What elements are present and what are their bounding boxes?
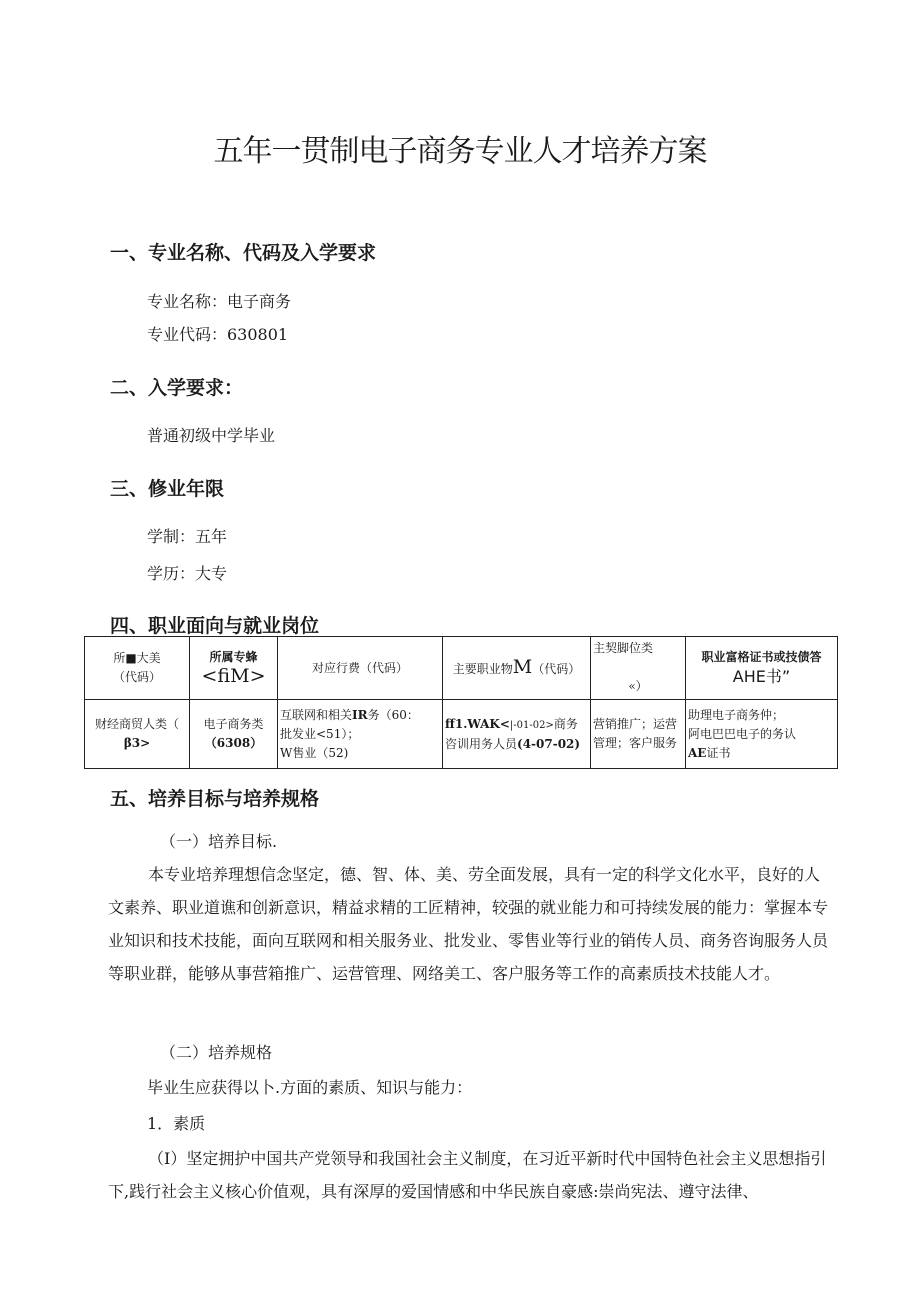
cell-industry: 互联网和相关IR务（60： 批发业<51）； W售业（52) <box>278 700 443 769</box>
subsection-spec: （二）培养规格 <box>160 1043 273 1062</box>
major-code: 专业代码：630801 <box>147 325 289 344</box>
item-quality: 1．素质 <box>147 1114 206 1133</box>
header-major-class: 所属专蜂 <fiM> <box>190 637 278 700</box>
section-5-heading: 五、培养目标与培养规格 <box>110 788 320 810</box>
degree: 学历：大专 <box>147 564 228 583</box>
header-position: 主契脚位类 «） <box>591 637 686 700</box>
section-1-heading: 一、专业名称、代码及入学要求 <box>110 242 377 264</box>
document-title: 五年一贯制电子商务专业人才培养方案 <box>213 134 707 169</box>
major-name: 专业名称：电子商务 <box>147 292 292 311</box>
study-length: 学制：五年 <box>147 527 228 546</box>
cell-major-class: 电子商务类 （6308） <box>190 700 278 769</box>
subsection-goal: （一）培养目标. <box>160 832 278 851</box>
quality-paragraph: （I）坚定拥护中国共产党领导和我国社会主义制度，在习近平新时代中国特色社会主义思想指引下,践行社会主义核心价值观，具有深厚的爱国情感和中华民族自豪感:崇尚宪法、遵守法律、 <box>108 1149 827 1201</box>
section-2-heading: 二、入学要求： <box>110 377 244 399</box>
section-3-heading: 三、修业年限 <box>110 478 225 500</box>
header-category: 所■大美 （代码） <box>85 637 190 700</box>
section-4-heading: 四、职业面向与就业岗位 <box>110 615 320 637</box>
career-table <box>84 636 838 769</box>
header-occupation: 主要职业物M（代码） <box>443 637 591 700</box>
header-industry: 对应行费（代码） <box>278 637 443 700</box>
cell-position: 营销推广；运营 管理；客户服务 <box>591 700 686 769</box>
goal-paragraph: 本专业培养理想信念坚定，德、智、体、美、劳全面发展，具有一定的科学文化水平，良好的人文素养、职业道谯和创新意识，精益求精的工匠精神，较强的就业能力和可持续发展的能力：掌握本专业知识和技术技能，面向互联网和相关服务业、批发业、零售业等行业的销传人员、商务咨询服务人员等职业群，能够从事营箱推广、运营管理、网络美工、客户服务等工作的高素质技术技能人才。 <box>108 865 829 983</box>
spec-intro: 毕业生应获得以卜.方面的素质、知识与能力： <box>147 1078 473 1097</box>
table-header-row <box>85 637 838 700</box>
table-row <box>85 700 838 769</box>
header-certificate: 职业富格证书或技债答 AHE书” <box>686 637 838 700</box>
cell-certificate: 助理电子商务仲； 阿电巴巴电子的务认 AE证书 <box>686 700 838 769</box>
cell-category: 财经商贸人类（ β3> <box>85 700 190 769</box>
cell-occupation: ff1.WAK<|-01-02>商务 咨训用务人员(4-07-02) <box>443 700 591 769</box>
admission-requirement: 普通初级中学毕业 <box>147 426 276 445</box>
